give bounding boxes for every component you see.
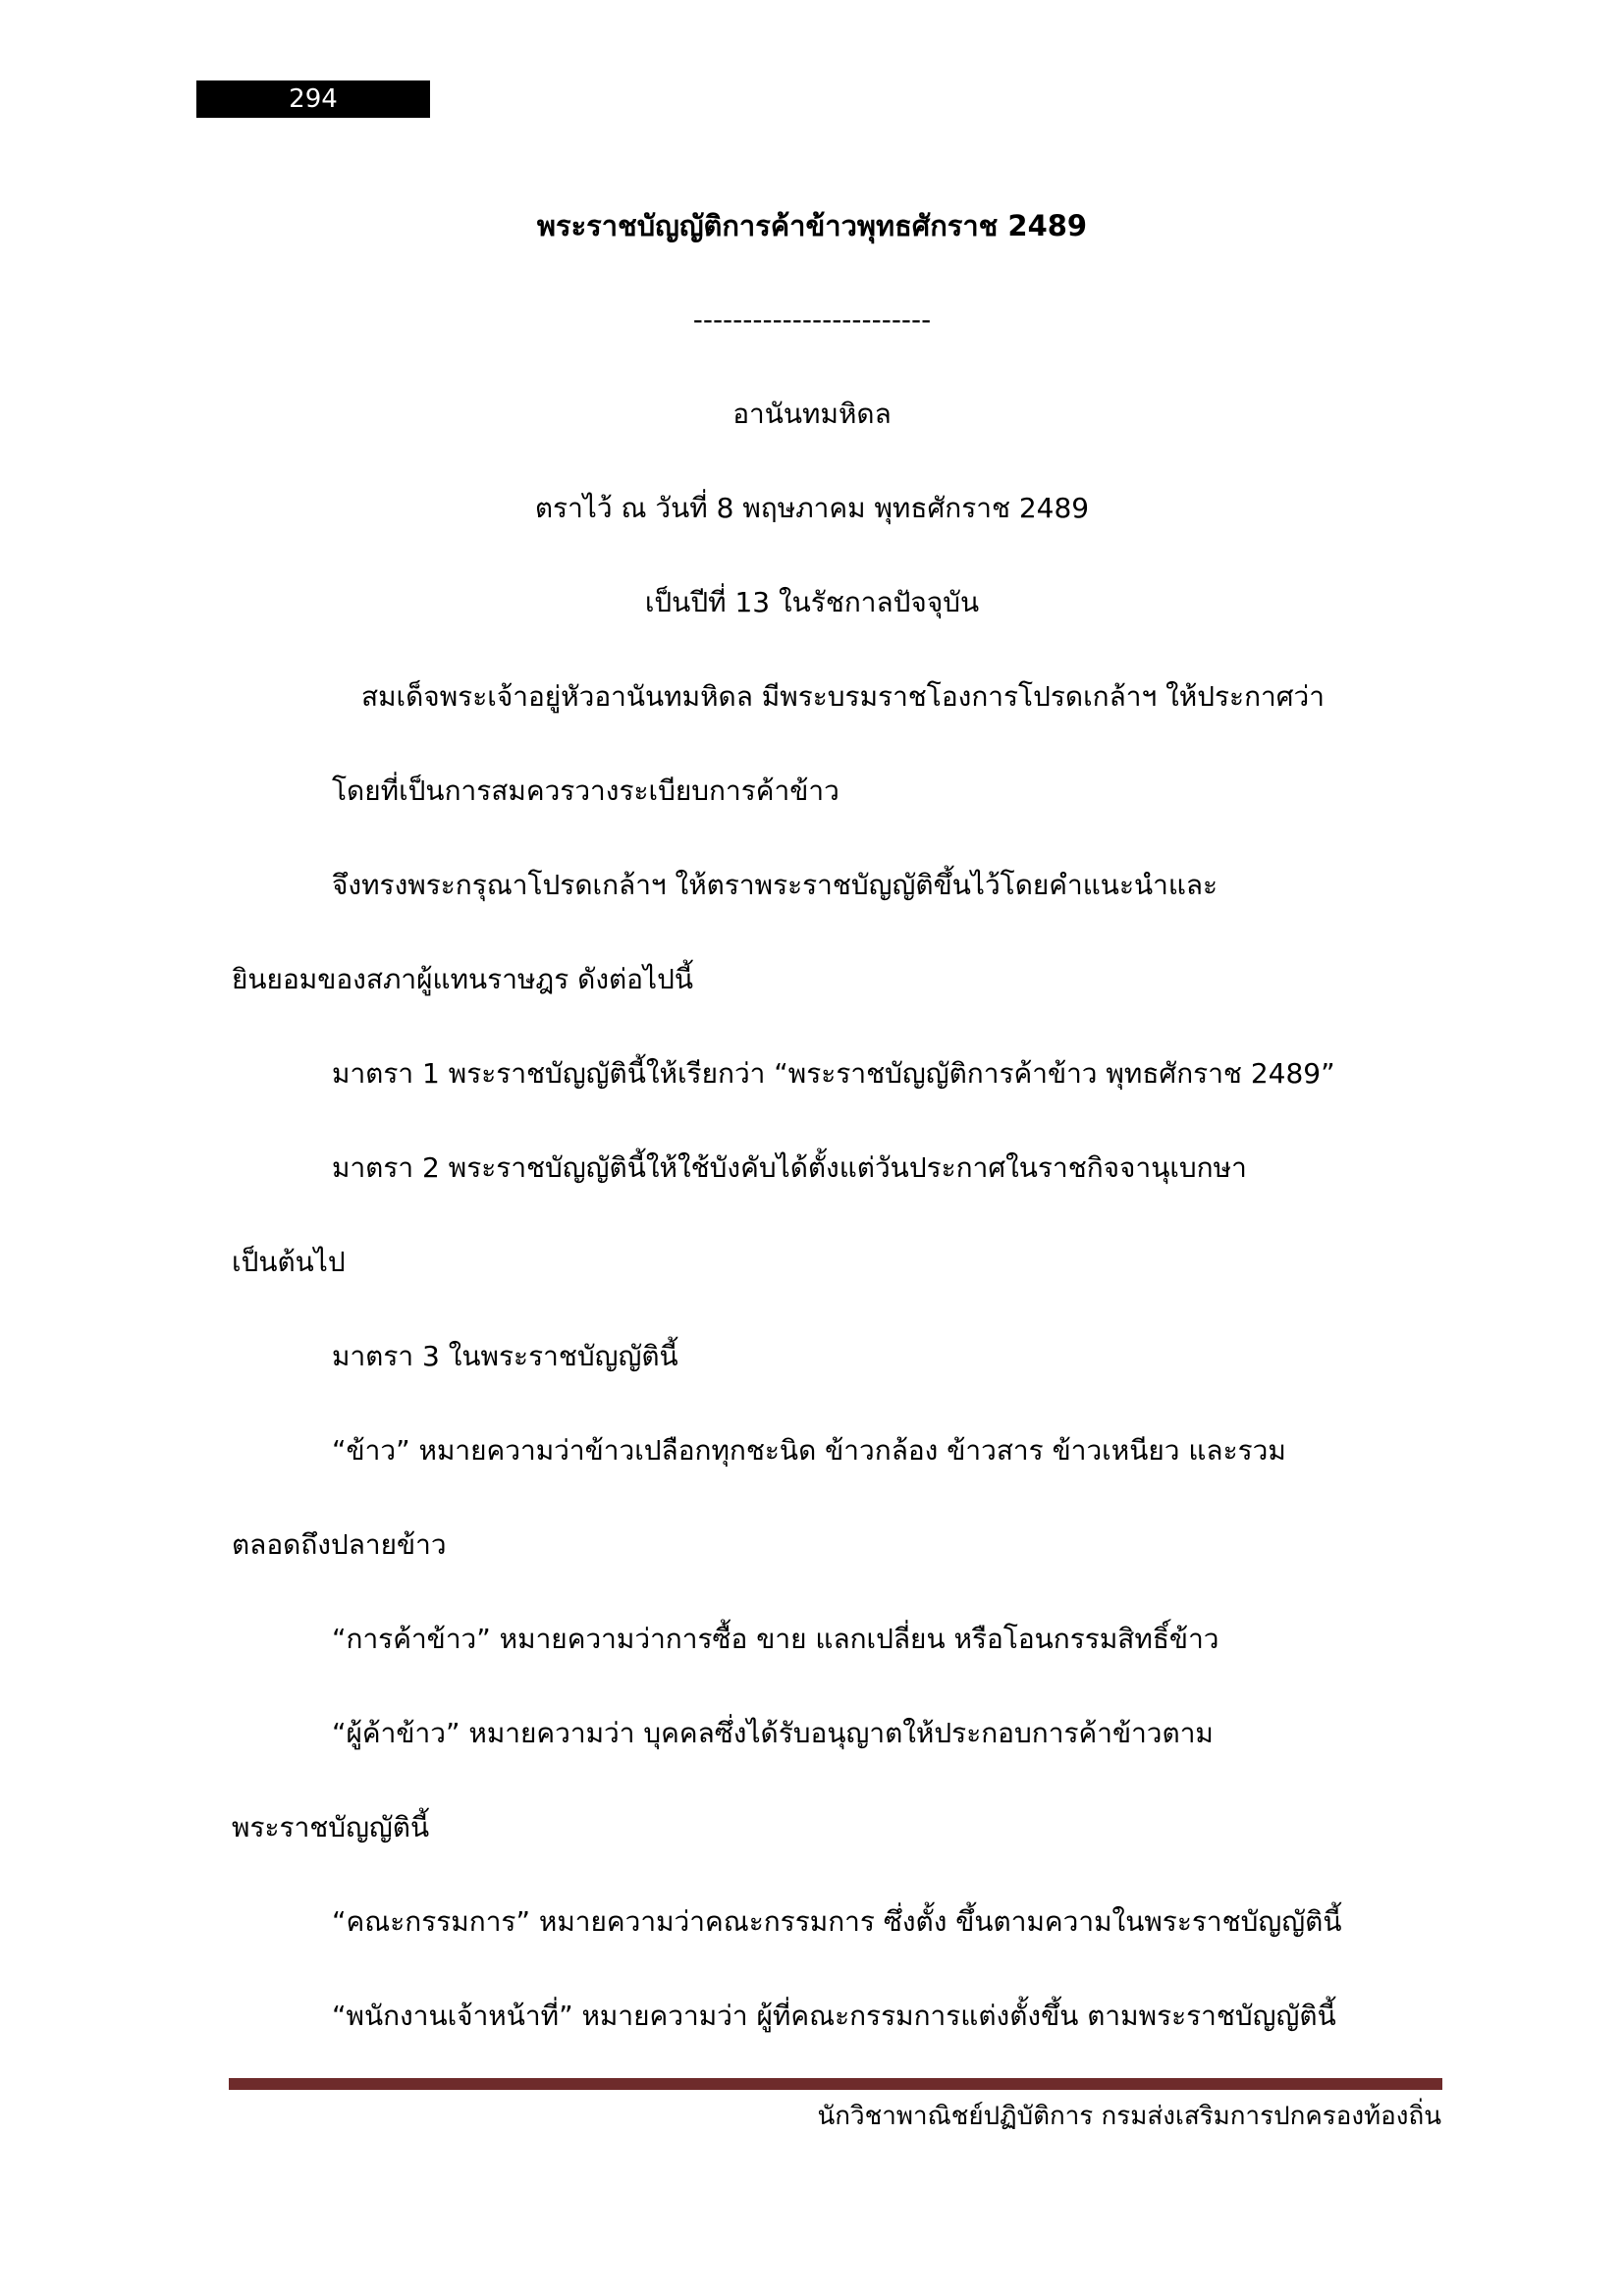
body-line: จึงทรงพระกรุณาโปรดเกล้าฯ ให้ตราพระราชบัญญัติขึ้นไว้โดยคำแนะนำและ: [332, 869, 1218, 901]
body-line: ตลอดถึงปลายข้าว: [232, 1528, 447, 1561]
footer-text: นักวิชาพาณิชย์ปฏิบัติการ กรมส่งเสริมการปกครองท้องถิ่น: [817, 2102, 1441, 2131]
footer-rule: [229, 2078, 1442, 2090]
definition-rice-trade: “การค้าข้าว” หมายความว่าการซื้อ ขาย แลกเปลี่ยน หรือโอนกรรมสิทธิ์ข้าว: [332, 1623, 1219, 1655]
document-title: พระราชบัญญัติการค้าข้าวพุทธศักราช 2489: [536, 209, 1088, 242]
reign-year: เป็นปีที่ 13 ในรัชกาลปัจจุบัน: [644, 586, 980, 618]
page-number: 294: [289, 84, 338, 114]
section-1: มาตรา 1 พระราชบัญญัตินี้ให้เรียกว่า “พระราชบัญญัติการค้าข้าว พุทธศักราช 2489”: [332, 1057, 1335, 1090]
body-line: โดยที่เป็นการสมควรวางระเบียบการค้าข้าว: [332, 774, 839, 807]
section-3: มาตรา 3 ในพระราชบัญญัตินี้: [332, 1340, 678, 1372]
title-separator: ------------------------: [692, 303, 932, 336]
page-number-badge: [196, 80, 430, 118]
enactment-date: ตราไว้ ณ วันที่ 8 พฤษภาคม พุทธศักราช 2489: [534, 492, 1090, 524]
body-line: เป็นต้นไป: [232, 1246, 346, 1278]
definition-committee: “คณะกรรมการ” หมายความว่าคณะกรรมการ ซึ่งตั้ง ขึ้นตามความในพระราชบัญญัตินี้: [332, 1905, 1342, 1938]
definition-rice-trader: “ผู้ค้าข้าว” หมายความว่า บุคคลซึ่งได้รับอนุญาตให้ประกอบการค้าข้าวตาม: [332, 1717, 1214, 1749]
king-name: อานันทมหิดล: [732, 398, 892, 430]
definition-officer: “พนักงานเจ้าหน้าที่” หมายความว่า ผู้ที่คณะกรรมการแต่งตั้งขึ้น ตามพระราชบัญญัตินี้: [332, 2000, 1336, 2032]
body-line: พระราชบัญญัตินี้: [232, 1811, 430, 1843]
body-line: ยินยอมของสภาผู้แทนราษฎร ดังต่อไปนี้: [232, 963, 693, 995]
definition-rice: “ข้าว” หมายความว่าข้าวเปลือกทุกชะนิด ข้าวกล้อง ข้าวสาร ข้าวเหนียว และรวม: [332, 1434, 1286, 1467]
section-2: มาตรา 2 พระราชบัญญัตินี้ให้ใช้บังคับได้ตั้งแต่วันประกาศในราชกิจจานุเบกษา: [332, 1151, 1247, 1184]
body-line: สมเด็จพระเจ้าอยู่หัวอานันทมหิดล มีพระบรมราชโองการโปรดเกล้าฯ ให้ประกาศว่า: [361, 680, 1325, 713]
